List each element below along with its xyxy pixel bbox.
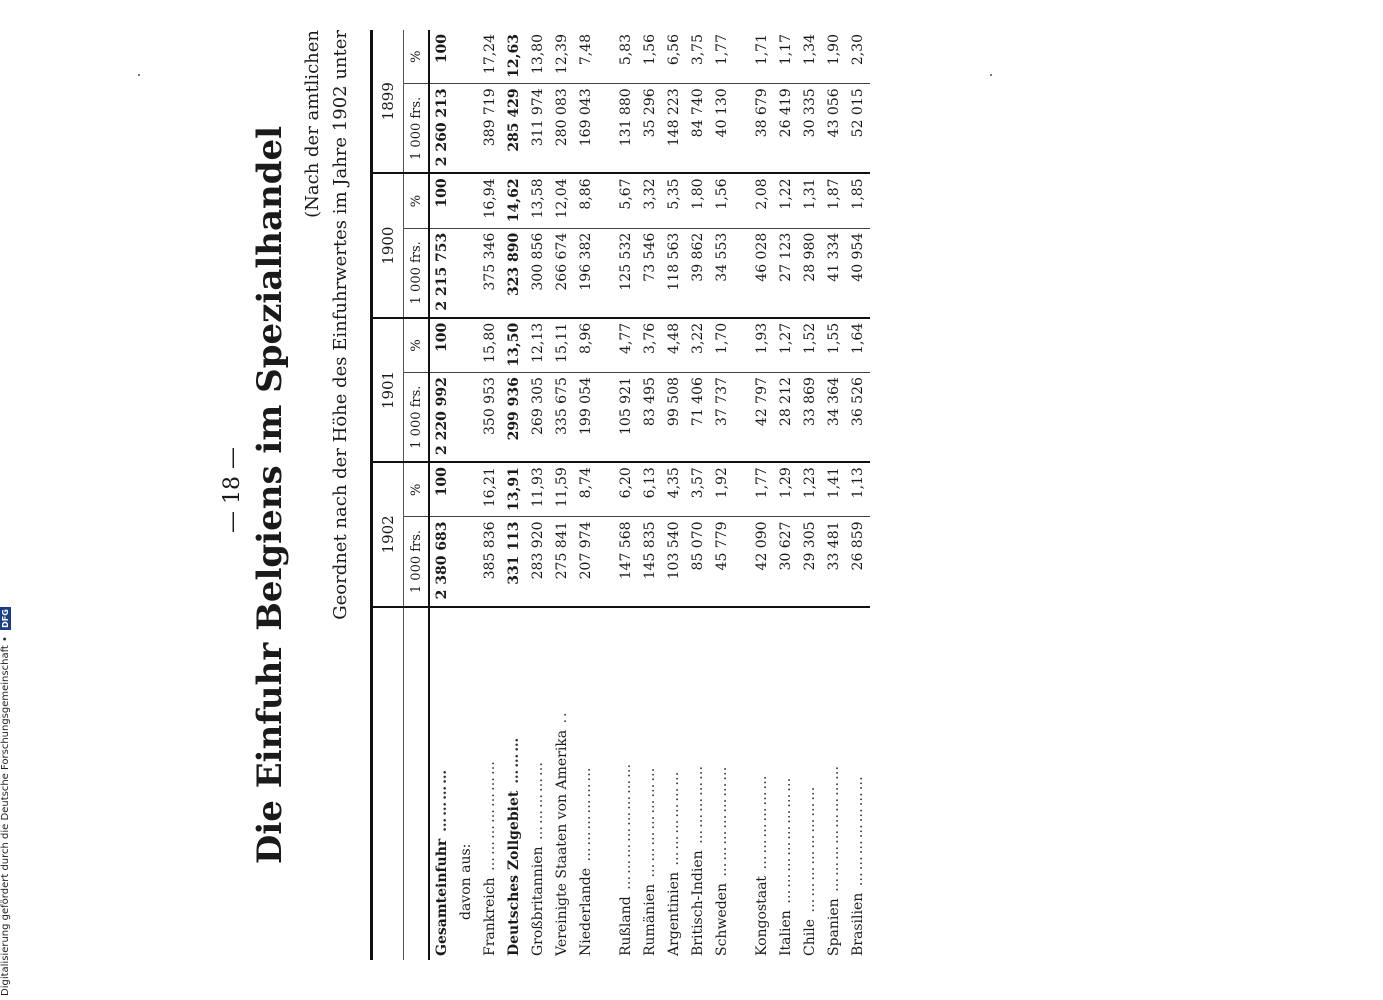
spacer-cell: [598, 84, 614, 174]
leader-dots: …………………: [850, 774, 866, 893]
page-number: — 18 —: [220, 447, 245, 533]
country-name: Vereinigte Staaten von Amerika: [554, 729, 570, 956]
value-cell: [454, 84, 478, 174]
row-spacer: [734, 30, 750, 960]
percent-cell: 1,77: [750, 462, 774, 517]
spacer-cell: [598, 517, 614, 607]
leader-dots: ………: [506, 735, 522, 791]
value-cell: 169 043: [574, 84, 598, 174]
percent-cell: [454, 462, 478, 517]
spacer-cell: [734, 517, 750, 607]
leader-dots: ………………: [578, 765, 594, 868]
unit-value-header: 1 000 frs.: [404, 84, 430, 174]
percent-cell: 8,96: [574, 318, 598, 373]
value-cell: 2 215 753: [429, 228, 454, 318]
table-row: [846, 30, 870, 960]
country-name: Deutsches Zollgebiet: [506, 790, 522, 956]
table-row: [686, 30, 710, 960]
percent-cell: 11,93: [526, 462, 550, 517]
value-cell: 35 296: [638, 84, 662, 174]
percent-cell: 100: [429, 462, 454, 517]
year-header: 1902: [372, 462, 404, 606]
value-cell: 2 220 992: [429, 373, 454, 463]
percent-cell: 4,48: [662, 318, 686, 373]
percent-cell: 3,32: [638, 173, 662, 228]
unit-pct-header: %: [404, 462, 430, 517]
percent-cell: [454, 30, 478, 84]
country-label: [710, 607, 734, 960]
unit-pct-header: %: [404, 173, 430, 228]
percent-cell: 13,58: [526, 173, 550, 228]
country-label: [638, 607, 662, 960]
value-cell: 331 113: [502, 517, 526, 607]
page-title: Die Einfuhr Belgiens im Spezialhandel: [250, 125, 290, 865]
value-cell: 29 305: [798, 517, 822, 607]
value-cell: 46 028: [750, 228, 774, 318]
leader-dots: …………………: [642, 765, 658, 885]
table-row: [526, 30, 550, 960]
year-header: 1900: [372, 173, 404, 317]
percent-cell: 4,35: [662, 462, 686, 517]
country-label: [686, 607, 710, 960]
value-cell: 40 130: [710, 84, 734, 174]
value-cell: 84 740: [686, 84, 710, 174]
value-cell: 385 836: [478, 517, 502, 607]
year-header: 1899: [372, 30, 404, 173]
value-cell: 83 495: [638, 373, 662, 463]
leader-dots: ……………: [690, 763, 706, 851]
percent-cell: 8,86: [574, 173, 598, 228]
table-row: [750, 30, 774, 960]
percent-cell: 13,91: [502, 462, 526, 517]
dfg-logo: DFG: [1, 609, 10, 628]
value-cell: [454, 373, 478, 463]
value-cell: 335 675: [550, 373, 574, 463]
leader-dots: ……………: [530, 759, 546, 847]
value-cell: 199 054: [574, 373, 598, 463]
percent-cell: 13,80: [526, 30, 550, 84]
spacer-cell: [734, 84, 750, 174]
value-cell: 148 223: [662, 84, 686, 174]
value-cell: 103 540: [662, 517, 686, 607]
spacer-cell: [734, 30, 750, 84]
value-cell: 39 862: [686, 228, 710, 318]
percent-cell: 1,93: [750, 318, 774, 373]
table-row: [614, 30, 638, 960]
credit-text: Digitalisierung gefördert durch die Deutsche Forschungsgemeinschaft: [0, 645, 11, 996]
leader-dots: …………………: [714, 764, 730, 884]
percent-cell: 16,94: [478, 173, 502, 228]
value-cell: 285 429: [502, 84, 526, 174]
percent-cell: 12,04: [550, 173, 574, 228]
percent-cell: 3,57: [686, 462, 710, 517]
country-name: Chile: [802, 919, 818, 956]
rotated-page: [220, 30, 1200, 960]
spacer-cell: [734, 228, 750, 318]
country-label: [614, 607, 638, 960]
leader-dots: …………………: [482, 758, 498, 878]
percent-cell: 1,87: [822, 173, 846, 228]
value-cell: 42 797: [750, 373, 774, 463]
row-spacer: [598, 30, 614, 960]
country-label: [454, 607, 478, 960]
spacer-cell: [598, 173, 614, 228]
scan-speck: [138, 74, 140, 76]
percent-cell: 1,71: [750, 30, 774, 84]
table-row: [662, 30, 686, 960]
percent-cell: [454, 173, 478, 228]
percent-cell: 100: [429, 173, 454, 228]
value-cell: 34 553: [710, 228, 734, 318]
country-name: Brasilien: [850, 892, 866, 956]
value-cell: 118 563: [662, 228, 686, 318]
percent-cell: 6,56: [662, 30, 686, 84]
country-label: [550, 607, 574, 960]
subtitle-source-note: (Nach der amtlichen: [302, 30, 323, 218]
percent-cell: 4,77: [614, 318, 638, 373]
corner-cell: [372, 607, 404, 960]
percent-cell: 1,31: [798, 173, 822, 228]
percent-cell: 12,13: [526, 318, 550, 373]
value-cell: 37 737: [710, 373, 734, 463]
country-label: [662, 607, 686, 960]
table-row: [798, 30, 822, 960]
percent-cell: 6,13: [638, 462, 662, 517]
value-cell: 43 056: [822, 84, 846, 174]
corner-cell: [404, 607, 430, 960]
percent-cell: 1,70: [710, 318, 734, 373]
value-cell: 85 070: [686, 517, 710, 607]
value-cell: 311 974: [526, 84, 550, 174]
spacer-cell: [734, 462, 750, 517]
value-cell: 40 954: [846, 228, 870, 318]
percent-cell: 12,39: [550, 30, 574, 84]
country-label: [774, 607, 798, 960]
percent-cell: 1,56: [638, 30, 662, 84]
value-cell: 2 260 213: [429, 84, 454, 174]
value-cell: [454, 517, 478, 607]
unit-pct-header: %: [404, 318, 430, 373]
percent-cell: 1,56: [710, 173, 734, 228]
percent-cell: 7,48: [574, 30, 598, 84]
country-label: [846, 607, 870, 960]
spacer-cell: [734, 607, 750, 960]
percent-cell: 11,59: [550, 462, 574, 517]
spacer-cell: [598, 318, 614, 373]
value-cell: [454, 228, 478, 318]
spacer-cell: [598, 462, 614, 517]
value-cell: 147 568: [614, 517, 638, 607]
percent-cell: 13,50: [502, 318, 526, 373]
percent-cell: 1,55: [822, 318, 846, 373]
value-cell: 28 212: [774, 373, 798, 463]
value-cell: 34 364: [822, 373, 846, 463]
unit-value-header: 1 000 frs.: [404, 517, 430, 607]
country-name: Britisch-Indien: [690, 850, 706, 956]
percent-cell: 5,83: [614, 30, 638, 84]
value-cell: 275 841: [550, 517, 574, 607]
table-row: [638, 30, 662, 960]
country-label: [798, 607, 822, 960]
spacer-cell: [734, 318, 750, 373]
spacer-cell: [598, 30, 614, 84]
country-name: Argentinien: [666, 872, 682, 956]
country-name: Schweden: [714, 883, 730, 956]
table-body: [429, 30, 870, 960]
value-cell: 300 856: [526, 228, 550, 318]
spacer-cell: [598, 373, 614, 463]
percent-cell: 1,29: [774, 462, 798, 517]
percent-cell: 1,64: [846, 318, 870, 373]
value-cell: 105 921: [614, 373, 638, 463]
percent-cell: 1,13: [846, 462, 870, 517]
subtitle-ordering-note: Geordnet nach der Höhe des Einfuhrwertes im Jahre 1902 unter: [330, 30, 351, 620]
percent-cell: 3,75: [686, 30, 710, 84]
country-label: [526, 607, 550, 960]
value-cell: 33 869: [798, 373, 822, 463]
leader-dots: ……………………: [618, 761, 634, 897]
value-cell: 280 083: [550, 84, 574, 174]
percent-cell: 1,17: [774, 30, 798, 84]
value-cell: 350 953: [478, 373, 502, 463]
percent-cell: 1,22: [774, 173, 798, 228]
value-cell: 42 090: [750, 517, 774, 607]
value-cell: 266 674: [550, 228, 574, 318]
value-cell: 30 335: [798, 84, 822, 174]
value-cell: 207 974: [574, 517, 598, 607]
value-cell: 33 481: [822, 517, 846, 607]
leader-dots: ………………: [666, 769, 682, 873]
table-row: [478, 30, 502, 960]
value-cell: 26 419: [774, 84, 798, 174]
unit-value-header: 1 000 frs.: [404, 373, 430, 463]
unit-header-row: [404, 30, 430, 960]
percent-cell: 3,76: [638, 318, 662, 373]
country-label: [429, 607, 454, 960]
percent-cell: 100: [429, 30, 454, 84]
country-name: Großbritannien: [530, 846, 546, 956]
value-cell: 145 835: [638, 517, 662, 607]
value-cell: 99 508: [662, 373, 686, 463]
value-cell: 2 380 683: [429, 517, 454, 607]
value-cell: 45 779: [710, 517, 734, 607]
value-cell: 299 936: [502, 373, 526, 463]
value-cell: 26 859: [846, 517, 870, 607]
leader-dots: ……………………: [802, 784, 818, 920]
country-name: Rußland: [618, 896, 634, 956]
country-label: [502, 607, 526, 960]
percent-cell: 1,27: [774, 318, 798, 373]
year-header: 1901: [372, 318, 404, 462]
table-row: [710, 30, 734, 960]
value-cell: 269 305: [526, 373, 550, 463]
table-row: [774, 30, 798, 960]
table-row: [454, 30, 478, 960]
table-row: [550, 30, 574, 960]
value-cell: 73 546: [638, 228, 662, 318]
percent-cell: [454, 318, 478, 373]
value-cell: 283 920: [526, 517, 550, 607]
percent-cell: 2,30: [846, 30, 870, 84]
percent-cell: 1,23: [798, 462, 822, 517]
percent-cell: 6,20: [614, 462, 638, 517]
percent-cell: 8,74: [574, 462, 598, 517]
value-cell: 52 015: [846, 84, 870, 174]
percent-cell: 1,90: [822, 30, 846, 84]
percent-cell: 1,85: [846, 173, 870, 228]
value-cell: 131 880: [614, 84, 638, 174]
value-cell: 389 719: [478, 84, 502, 174]
digitization-credit: Digitalisierung gefördert durch die Deutsche Forschungsgemeinschaft • DFG: [0, 609, 11, 996]
value-cell: 38 679: [750, 84, 774, 174]
percent-cell: 16,21: [478, 462, 502, 517]
value-cell: 125 532: [614, 228, 638, 318]
year-header-row: [372, 30, 404, 960]
value-cell: 71 406: [686, 373, 710, 463]
percent-cell: 1,80: [686, 173, 710, 228]
percent-cell: 17,24: [478, 30, 502, 84]
leader-dots: ……………………: [778, 775, 794, 911]
country-name: Frankreich: [482, 877, 498, 956]
country-name: Niederlande: [578, 867, 594, 956]
country-label: [478, 607, 502, 960]
percent-cell: 1,52: [798, 318, 822, 373]
country-name: Italien: [778, 910, 794, 956]
country-name: Kongostaat: [754, 875, 770, 956]
table-row: [429, 30, 454, 960]
unit-pct-header: %: [404, 30, 430, 84]
percent-cell: 15,80: [478, 318, 502, 373]
percent-cell: 14,62: [502, 173, 526, 228]
country-label: [750, 607, 774, 960]
percent-cell: 1,41: [822, 462, 846, 517]
percent-cell: 1,92: [710, 462, 734, 517]
value-cell: 27 123: [774, 228, 798, 318]
spacer-cell: [598, 607, 614, 960]
import-table: [370, 30, 870, 960]
country-name: Rumänien: [642, 884, 658, 956]
percent-cell: 3,22: [686, 318, 710, 373]
unit-value-header: 1 000 frs.: [404, 228, 430, 318]
leader-dots: ……………………: [826, 763, 842, 899]
spacer-cell: [734, 373, 750, 463]
country-name: Gesamteinfuhr: [434, 838, 450, 956]
percent-cell: 2,08: [750, 173, 774, 228]
percent-cell: 5,35: [662, 173, 686, 228]
value-cell: 30 627: [774, 517, 798, 607]
table-row: [502, 30, 526, 960]
country-label: [574, 607, 598, 960]
value-cell: 375 346: [478, 228, 502, 318]
value-cell: 196 382: [574, 228, 598, 318]
percent-cell: 12,63: [502, 30, 526, 84]
spacer-cell: [598, 228, 614, 318]
spacer-cell: [734, 173, 750, 228]
percent-cell: 1,77: [710, 30, 734, 84]
value-cell: 323 890: [502, 228, 526, 318]
percent-cell: 15,11: [550, 318, 574, 373]
country-name: Spanien: [826, 898, 842, 956]
country-label: [822, 607, 846, 960]
leader-dots: ………………: [754, 773, 770, 876]
table-row: [574, 30, 598, 960]
percent-cell: 5,67: [614, 173, 638, 228]
leader-dots: …………: [434, 767, 450, 839]
percent-cell: 1,34: [798, 30, 822, 84]
percent-cell: 100: [429, 318, 454, 373]
country-name: davon aus:: [458, 843, 474, 920]
table-row: [822, 30, 846, 960]
leader-dots: ..: [554, 710, 570, 730]
value-cell: 36 526: [846, 373, 870, 463]
value-cell: 41 334: [822, 228, 846, 318]
value-cell: 28 980: [798, 228, 822, 318]
